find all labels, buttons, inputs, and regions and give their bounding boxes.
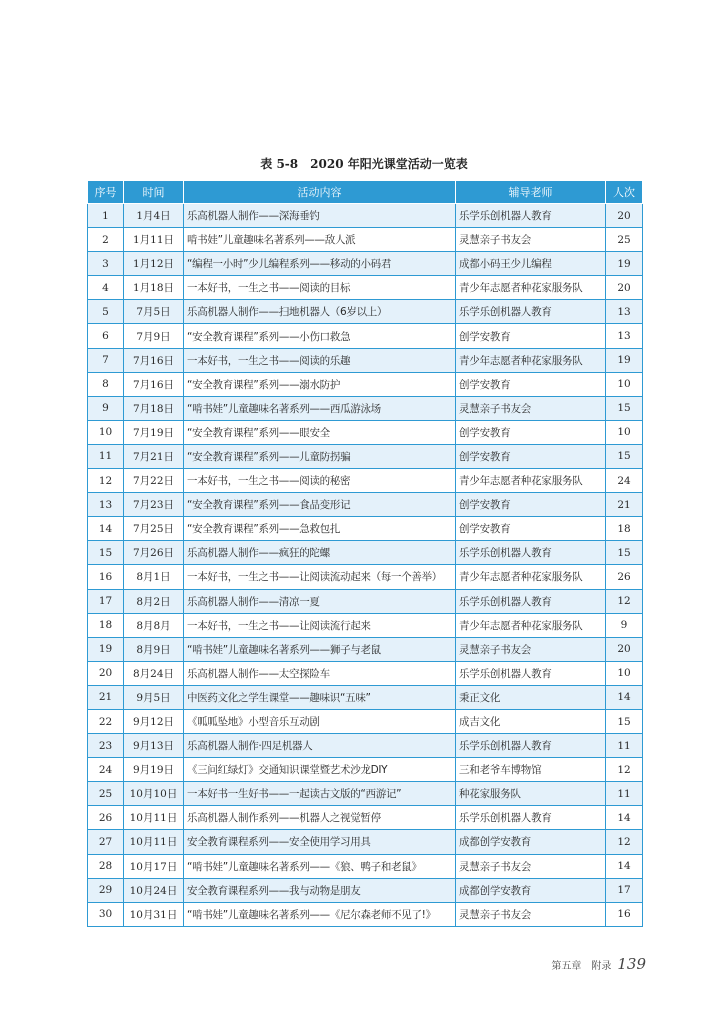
row-index: 14	[88, 517, 124, 541]
row-count: 19	[606, 348, 643, 372]
row-index: 21	[88, 685, 124, 709]
row-activity: 一本好书，一生之书——让阅读流动起来（每一个善举）	[184, 565, 456, 589]
row-count: 18	[606, 517, 643, 541]
row-teacher: 青少年志愿者种花家服务队	[456, 348, 606, 372]
table-row	[88, 661, 643, 685]
row-count: 14	[606, 685, 643, 709]
row-index: 23	[88, 734, 124, 758]
row-teacher: 成都创学安教育	[456, 878, 606, 902]
table-row	[88, 396, 643, 420]
row-count: 15	[606, 396, 643, 420]
row-date: 7月23日	[124, 493, 184, 517]
row-date: 7月16日	[124, 348, 184, 372]
row-teacher: 成吉文化	[456, 709, 606, 733]
row-index: 15	[88, 541, 124, 565]
table-row	[88, 565, 643, 589]
row-count: 15	[606, 444, 643, 468]
row-activity: 啃书娃”儿童趣味名著系列——敌人派	[184, 228, 456, 252]
row-index: 18	[88, 613, 124, 637]
activity-table	[87, 180, 643, 927]
row-date: 7月18日	[124, 396, 184, 420]
row-count: 17	[606, 878, 643, 902]
header-index: 序号	[88, 181, 124, 204]
row-count: 14	[606, 854, 643, 878]
table-row	[88, 637, 643, 661]
row-activity: “安全教育课程”系列——小伤口救急	[184, 324, 456, 348]
row-date: 7月16日	[124, 372, 184, 396]
row-count: 12	[606, 830, 643, 854]
table-caption: 表 5-8 2020 年阳光课堂活动一览表	[260, 157, 468, 171]
row-date: 7月5日	[124, 300, 184, 324]
row-date: 7月25日	[124, 517, 184, 541]
row-teacher: 三和老爷车博物馆	[456, 758, 606, 782]
row-teacher: 秉正文化	[456, 685, 606, 709]
row-activity: “啃书娃”儿童趣味名著系列——狮子与老鼠	[184, 637, 456, 661]
row-index: 4	[88, 276, 124, 300]
table-row	[88, 589, 643, 613]
row-index: 3	[88, 252, 124, 276]
header-count: 人次	[606, 181, 643, 204]
row-index: 29	[88, 878, 124, 902]
row-teacher: 青少年志愿者种花家服务队	[456, 613, 606, 637]
row-activity: 《三问红绿灯》交通知识课堂暨艺术沙龙DIY	[184, 758, 456, 782]
page-number: 139	[617, 955, 646, 973]
table-row	[88, 685, 643, 709]
row-date: 8月9日	[124, 637, 184, 661]
row-index: 8	[88, 372, 124, 396]
row-index: 7	[88, 348, 124, 372]
row-index: 2	[88, 228, 124, 252]
table-row	[88, 204, 643, 228]
row-date: 10月24日	[124, 878, 184, 902]
row-count: 21	[606, 493, 643, 517]
table-row	[88, 252, 643, 276]
row-count: 10	[606, 661, 643, 685]
row-activity: “啃书娃”儿童趣味名著系列——《尼尔森老师不见了!》	[184, 902, 456, 926]
row-date: 7月19日	[124, 420, 184, 444]
table-row	[88, 324, 643, 348]
row-activity: “安全教育课程”系列——急救包扎	[184, 517, 456, 541]
row-index: 11	[88, 444, 124, 468]
row-date: 7月22日	[124, 469, 184, 493]
row-date: 9月13日	[124, 734, 184, 758]
row-teacher: 乐学乐创机器人教育	[456, 734, 606, 758]
table-row	[88, 541, 643, 565]
row-teacher: 青少年志愿者种花家服务队	[456, 276, 606, 300]
row-count: 16	[606, 902, 643, 926]
row-index: 30	[88, 902, 124, 926]
row-teacher: 灵慧亲子书友会	[456, 854, 606, 878]
row-teacher: 乐学乐创机器人教育	[456, 300, 606, 324]
row-count: 11	[606, 734, 643, 758]
row-activity: “啃书娃”儿童趣味名著系列——《狼、鸭子和老鼠》	[184, 854, 456, 878]
row-count: 20	[606, 276, 643, 300]
table-row	[88, 517, 643, 541]
table-row	[88, 830, 643, 854]
header-activity: 活动内容	[184, 181, 456, 204]
table-row	[88, 420, 643, 444]
row-activity: “安全教育课程”系列——溺水防护	[184, 372, 456, 396]
page-footer	[551, 955, 646, 973]
row-count: 14	[606, 806, 643, 830]
row-teacher: 创学安教育	[456, 493, 606, 517]
table-row	[88, 806, 643, 830]
table-row	[88, 348, 643, 372]
row-count: 10	[606, 420, 643, 444]
row-count: 20	[606, 637, 643, 661]
row-count: 25	[606, 228, 643, 252]
row-teacher: 乐学乐创机器人教育	[456, 661, 606, 685]
row-index: 5	[88, 300, 124, 324]
row-count: 26	[606, 565, 643, 589]
row-activity: 乐高机器人制作系列——机器人之视觉暂停	[184, 806, 456, 830]
row-index: 10	[88, 420, 124, 444]
row-index: 20	[88, 661, 124, 685]
row-teacher: 乐学乐创机器人教育	[456, 204, 606, 228]
row-date: 1月12日	[124, 252, 184, 276]
row-teacher: 灵慧亲子书友会	[456, 637, 606, 661]
table-row	[88, 276, 643, 300]
row-count: 12	[606, 758, 643, 782]
row-date: 10月31日	[124, 902, 184, 926]
row-date: 1月11日	[124, 228, 184, 252]
table-body	[88, 204, 643, 927]
row-index: 9	[88, 396, 124, 420]
row-count: 15	[606, 541, 643, 565]
header-time: 时间	[124, 181, 184, 204]
row-date: 7月26日	[124, 541, 184, 565]
row-date: 9月5日	[124, 685, 184, 709]
row-index: 6	[88, 324, 124, 348]
row-activity: 乐高机器人制作·四足机器人	[184, 734, 456, 758]
row-count: 15	[606, 709, 643, 733]
row-index: 24	[88, 758, 124, 782]
row-date: 1月4日	[124, 204, 184, 228]
row-teacher: 青少年志愿者种花家服务队	[456, 565, 606, 589]
row-activity: 一本好书，一生之书——阅读的目标	[184, 276, 456, 300]
table-row	[88, 493, 643, 517]
row-teacher: 创学安教育	[456, 420, 606, 444]
row-count: 9	[606, 613, 643, 637]
header-teacher: 辅导老师	[456, 181, 606, 204]
row-date: 10月11日	[124, 830, 184, 854]
row-date: 7月21日	[124, 444, 184, 468]
row-index: 12	[88, 469, 124, 493]
table-row	[88, 878, 643, 902]
row-activity: “安全教育课程”系列——眼安全	[184, 420, 456, 444]
table-row	[88, 854, 643, 878]
row-count: 24	[606, 469, 643, 493]
row-teacher: 灵慧亲子书友会	[456, 228, 606, 252]
table-row	[88, 758, 643, 782]
row-activity: 一本好书一生好书——一起读古文版的“西游记”	[184, 782, 456, 806]
row-teacher: 创学安教育	[456, 517, 606, 541]
row-index: 13	[88, 493, 124, 517]
table-row	[88, 469, 643, 493]
row-activity: 中医药文化之学生课堂——趣味识“五味”	[184, 685, 456, 709]
row-date: 10月17日	[124, 854, 184, 878]
row-teacher: 成都小码王少儿编程	[456, 252, 606, 276]
row-date: 9月12日	[124, 709, 184, 733]
row-activity: 一本好书，一生之书——阅读的秘密	[184, 469, 456, 493]
row-teacher: 种花家服务队	[456, 782, 606, 806]
row-activity: “编程一小时”少儿编程系列——移动的小码君	[184, 252, 456, 276]
row-activity: 安全教育课程系列——我与动物是朋友	[184, 878, 456, 902]
row-date: 8月8月	[124, 613, 184, 637]
row-count: 12	[606, 589, 643, 613]
row-date: 8月24日	[124, 661, 184, 685]
table-row	[88, 709, 643, 733]
row-index: 26	[88, 806, 124, 830]
row-activity: “安全教育课程”系列——儿童防拐骗	[184, 444, 456, 468]
row-count: 19	[606, 252, 643, 276]
row-teacher: 成都创学安教育	[456, 830, 606, 854]
row-activity: “安全教育课程”系列——食品变形记	[184, 493, 456, 517]
row-activity: 乐高机器人制作——清凉一夏	[184, 589, 456, 613]
table-header-row	[88, 181, 643, 204]
row-date: 1月18日	[124, 276, 184, 300]
row-teacher: 乐学乐创机器人教育	[456, 589, 606, 613]
footer-chapter: 第五章 附录	[551, 961, 612, 972]
row-date: 9月19日	[124, 758, 184, 782]
row-teacher: 乐学乐创机器人教育	[456, 541, 606, 565]
row-teacher: 创学安教育	[456, 324, 606, 348]
row-date: 8月2日	[124, 589, 184, 613]
row-count: 11	[606, 782, 643, 806]
row-teacher: 乐学乐创机器人教育	[456, 806, 606, 830]
row-date: 8月1日	[124, 565, 184, 589]
table-row	[88, 444, 643, 468]
table-row	[88, 228, 643, 252]
row-index: 25	[88, 782, 124, 806]
row-date: 10月11日	[124, 806, 184, 830]
table-row	[88, 734, 643, 758]
row-activity: 乐高机器人制作——疯狂的陀螺	[184, 541, 456, 565]
row-activity: “啃书娃”儿童趣味名著系列——西瓜游泳场	[184, 396, 456, 420]
row-count: 10	[606, 372, 643, 396]
row-count: 13	[606, 324, 643, 348]
table-row	[88, 372, 643, 396]
row-activity: 乐高机器人制作——太空探险车	[184, 661, 456, 685]
row-index: 19	[88, 637, 124, 661]
row-teacher: 青少年志愿者种花家服务队	[456, 469, 606, 493]
table-row	[88, 300, 643, 324]
row-index: 27	[88, 830, 124, 854]
row-activity: 一本好书，一生之书——让阅读流行起来	[184, 613, 456, 637]
row-activity: 安全教育课程系列——安全使用学习用具	[184, 830, 456, 854]
row-date: 7月9日	[124, 324, 184, 348]
row-teacher: 灵慧亲子书友会	[456, 396, 606, 420]
row-index: 16	[88, 565, 124, 589]
table-row	[88, 613, 643, 637]
row-index: 17	[88, 589, 124, 613]
table-row	[88, 902, 643, 926]
row-teacher: 创学安教育	[456, 444, 606, 468]
row-index: 1	[88, 204, 124, 228]
row-index: 28	[88, 854, 124, 878]
row-count: 13	[606, 300, 643, 324]
row-index: 22	[88, 709, 124, 733]
table-row	[88, 782, 643, 806]
row-activity: 乐高机器人制作——深海垂钓	[184, 204, 456, 228]
row-activity: 《呱呱坠地》小型音乐互动剧	[184, 709, 456, 733]
row-activity: 乐高机器人制作——扫地机器人（6岁以上）	[184, 300, 456, 324]
row-teacher: 灵慧亲子书友会	[456, 902, 606, 926]
row-teacher: 创学安教育	[456, 372, 606, 396]
row-activity: 一本好书，一生之书——阅读的乐趣	[184, 348, 456, 372]
row-count: 20	[606, 204, 643, 228]
row-date: 10月10日	[124, 782, 184, 806]
